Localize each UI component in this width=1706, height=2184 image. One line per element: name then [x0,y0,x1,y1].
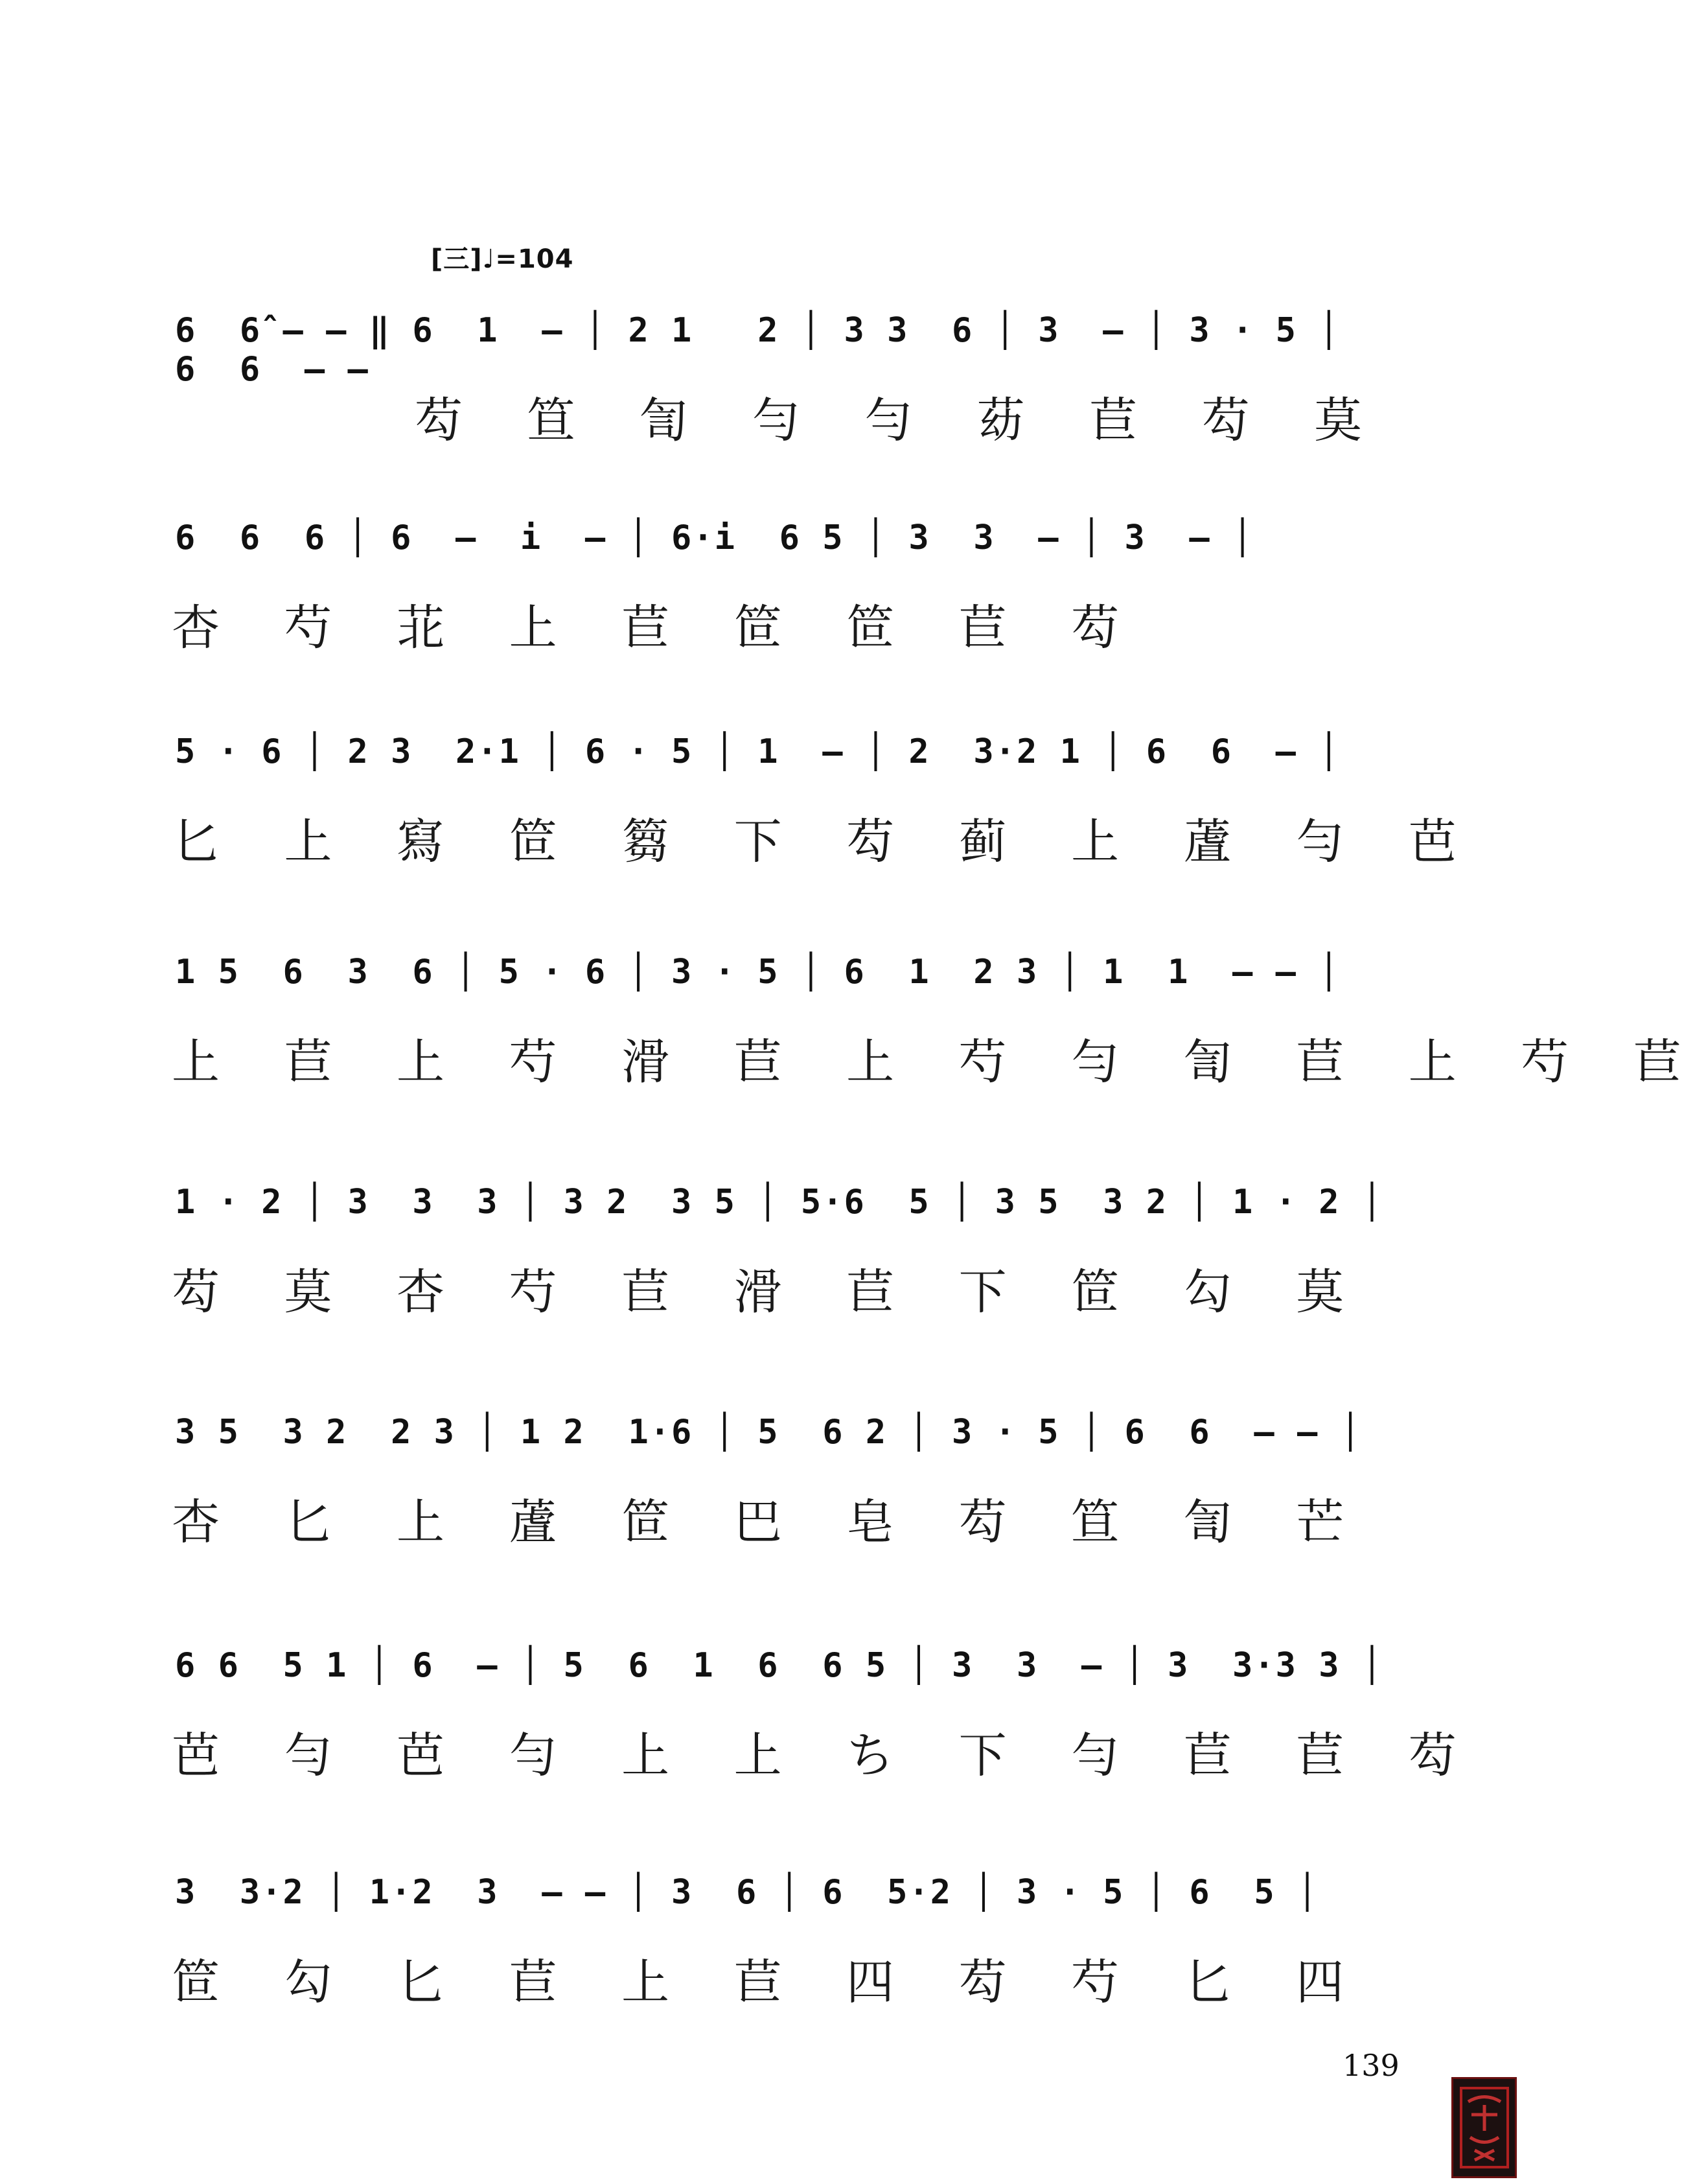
number-notation-line [175,706,1406,797]
seal-glyph-icon [1458,2085,1510,2170]
number-notation-line [175,1157,1406,1248]
guqin-tablature: 芶 莫 杏 芍 苣 滑 苣 下 笸 勾 莫 [172,1264,1369,1320]
lower-voice-notes: 6 6 — — [175,350,369,389]
numbered-notes: 3 3·2 │ 1·2 3 — — │ 3 6 │ 6 5·2 │ 3 · 5 │ 6 5 │ [175,1873,1319,1912]
numbered-notes: 3 5 3 2 2 3 │ 1 2 1·6 │ 5 6 2 │ 3 · 5 │ 6 6 — — │ [175,1413,1362,1452]
guqin-tablature: 杏 匕 上 蔖 笸 巴 皂 芶 笪 訇 芒 [172,1494,1369,1550]
score-system-4 [0,927,1706,1121]
number-notation-line [175,493,1406,583]
score-system-5 [0,1157,1545,1351]
numbered-notes: 6 6 5 1 │ 6 — │ 5 6 1 6 6 5 │ 3 3 — │ 3 3·3 3 │ [175,1646,1384,1685]
number-notation-line [175,927,1406,1017]
number-notation-line [175,1847,1406,1938]
score-system-6 [0,1387,1545,1581]
number-notation-line [175,1387,1406,1478]
guqin-tablature: 上 苣 上 芍 滑 苣 上 芍 勻 訇 苣 上 芍 苣 [172,1034,1706,1090]
score-system-1 [0,285,1545,480]
score-system-2 [0,493,1545,687]
numbered-notes: 6 6̂ — — ‖ 6 1 — │ 2 1 2 │ 3 3 6 │ 3 — │ 3 · 5 │ [175,311,1341,350]
guqin-tablature: 笸 勾 匕 苣 上 苣 四 芶 芍 匕 四 [172,1955,1369,2010]
guqin-tablature: 芶 笪 訇 勻 勻 苭 苣 芶 莫 [415,393,1387,448]
section-tempo-marking: [三]♩=104 [431,244,574,274]
numbered-notes: 1 5 6 3 6 │ 5 · 6 │ 3 · 5 │ 6 1 2 3 │ 1 1 — — │ [175,953,1341,992]
seal-stamp-icon [1451,2077,1517,2178]
number-notation-line [175,285,1406,389]
guqin-tablature: 匕 上 寫 笸 篘 下 芶 蓟 上 蔖 勻 芭 [172,814,1481,870]
guqin-tablature: 杏 芍 苝 上 苣 笸 笸 苣 芶 [172,600,1144,656]
numbered-notes: 1 · 2 │ 3 3 3 │ 3 2 3 5 │ 5·6 5 │ 3 5 3 2 │ 1 · 2 │ [175,1183,1384,1222]
page-number: 139 [1343,2048,1400,2083]
guqin-tablature: 芭 勻 芭 勻 上 上 ち 下 勻 苣 苣 芶 [172,1728,1481,1783]
number-notation-line [175,1620,1406,1711]
numbered-notes: 6 6 6 │ 6 — i — │ 6·i 6 5 │ 3 3 — │ 3 — │ [175,518,1254,557]
score-system-7 [0,1620,1545,1815]
score-system-3 [0,706,1545,901]
score-system-8 [0,1847,1545,2041]
numbered-notes: 5 · 6 │ 2 3 2·1 │ 6 · 5 │ 1 — │ 2 3·2 1 │ 6 6 — │ [175,732,1341,771]
